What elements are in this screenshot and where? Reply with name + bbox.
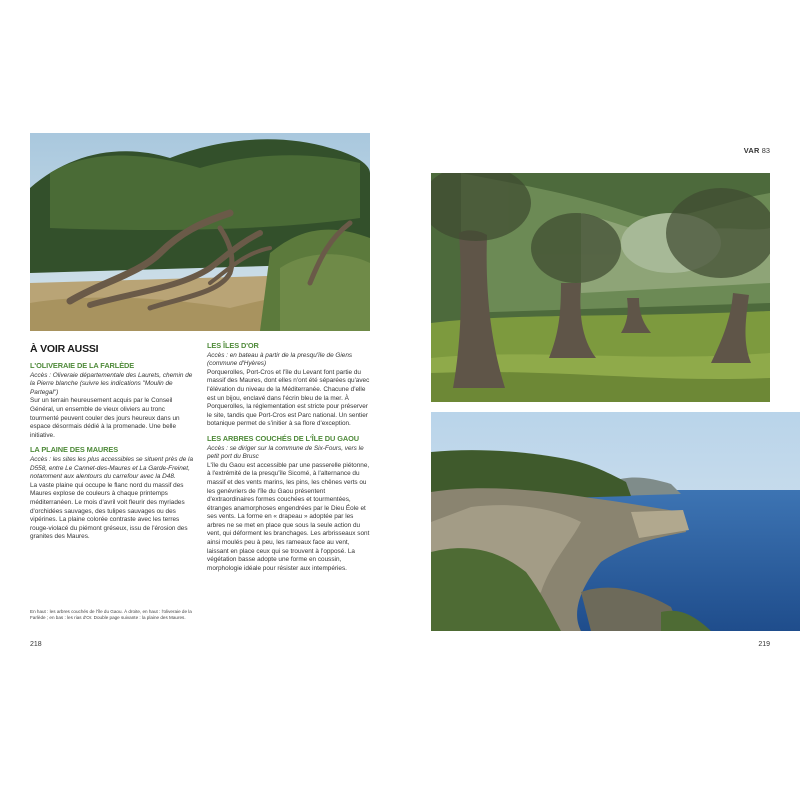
subheading: LES ÎLES D'OR	[207, 341, 259, 350]
photo-caption: En haut : les arbres couchés de l'île du Gaou. À droite, en haut : l'oliveraie de la Farlède ; en bas : les rias d'Or. Double page suivante : la plaine des Maures.	[30, 609, 192, 620]
section-heading: À VOIR AUSSI	[30, 343, 99, 355]
photo-wind-bent-pines	[30, 133, 370, 331]
access-note: Accès : se diriger sur la commune de Six-Fours, vers le petit port du Brusc	[207, 444, 364, 461]
text-column-right	[207, 342, 371, 579]
photo-olive-grove	[431, 173, 770, 402]
body-text: La vaste plaine qui occupe le flanc nord du massif des Maures explose de couleurs à chaque printemps méditerranéen. Le mois d'avril voit fleurir des myriades d'orchidées sauvages, des tulipes sauvages ou des vipérines. La plaine colorée contraste avec les terres rouge-violacé du piémont gréseux, issu de l'érosion des granites des Maures.	[30, 481, 188, 541]
subheading: LES ARBRES COUCHÉS DE L'ÎLE DU GAOU	[207, 433, 359, 443]
right-page	[400, 0, 800, 800]
page-number: 219	[758, 641, 770, 648]
access-note: Accès : les sites les plus accessibles se situent près de la D558, entre Le Cannet-des-Maures et La Garde-Freinet, notamment aux alentours du carrefour avec la D48.	[30, 455, 194, 481]
subheading: LA PLAINE DES MAURES	[30, 445, 119, 455]
running-head-page: 83	[761, 146, 770, 155]
access-note: Accès : en bateau à partir de la presqu'île de Giens (commune d'Hyères)	[207, 351, 353, 368]
article-block	[30, 362, 194, 440]
text-column-left	[30, 362, 194, 548]
body-text: Sur un terrain heureusement acquis par le Conseil Général, un ensemble de vieux oliviers au tronc tourmenté peuvent couler des jours heureux dans un espace désormais dédié à la promenade. Une belle initiative.	[30, 397, 180, 439]
article-block	[30, 446, 194, 542]
body-text: L'île du Gaou est accessible par une passerelle piétonne, à l'extrémité de la presqu'île Sicomé, à l'alternance du massif et des vents marins, les pins, les chênes verts ou les genévriers de l'île du Gaou présentent d'extraordinaires formes couchées et tourmentées, étranges anamorphoses engendrées par le Dieu Éole et ses vents. La forme en « drapeau » adoptée par les arbres ne se met en place que sous la seule action du vent, qui déforment les branchages. Les arbrisseaux sont ainsi moulés peu à peu, les rameaux face au vent, laissant en place ceux qui se trouvent à l'opposé. La végétation basse adopte une forme en coussin, morphologie idéale pour résister aux intempéries.	[207, 461, 370, 572]
article-block	[207, 342, 371, 429]
article-block	[207, 435, 371, 574]
photo-rocky-coast	[431, 412, 800, 631]
running-head	[744, 146, 770, 155]
access-note: Accès : Oliveraie départementale des Laurets, chemin de la Pierre blanche (suivre les indications "Moulin de Partegal")	[30, 371, 193, 396]
running-head-region: VAR	[743, 146, 760, 155]
page-number: 218	[30, 641, 42, 648]
subheading: L'OLIVERAIE DE LA FARLÈDE	[30, 361, 135, 370]
body-text: Porquerolles, Port-Cros et l'île du Levant font partie du massif des Maures, dont elles n'ont été séparées qu'avec l'élévation du niveau de la Méditerranée. Chacune d'elle est un bijou, enclavé dans l'écrin bleu de la mer. À Porquerolles, la réglementation est stricte pour préserver le site, tandis que Port-Cros est Parc national. Un sentier botanique permet de s'initier à sa flore d'exception.	[207, 368, 370, 428]
